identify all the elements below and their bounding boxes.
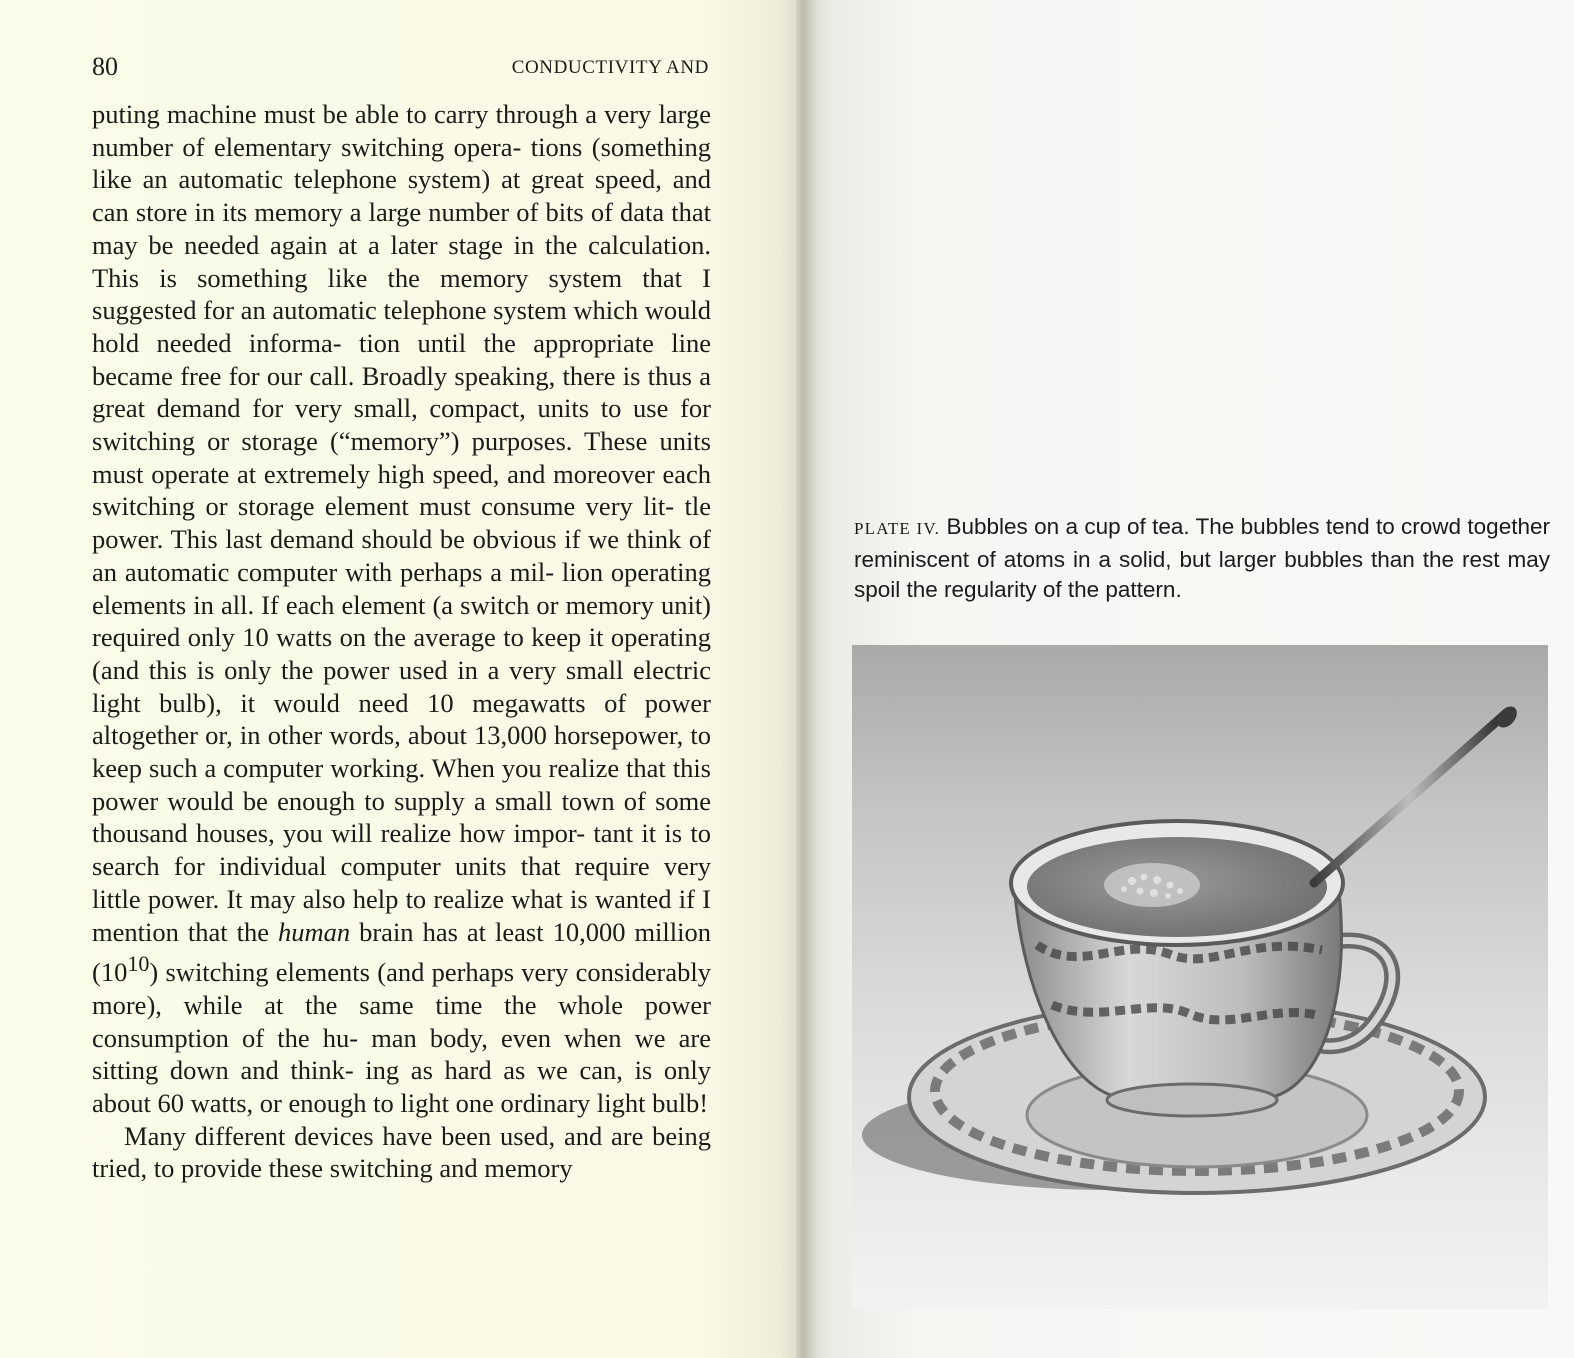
text-line: lion operating elements in all. If each element (a (92, 556, 711, 620)
inline-line: what is wanted if I mention that the human brain (92, 883, 711, 947)
text-line: the average to keep it operating (and this is only the (92, 622, 711, 685)
page-number: 80 (92, 52, 118, 81)
paragraph-1 (92, 98, 711, 1120)
text-line: operate at extremely high speed, and moreover each (151, 458, 711, 489)
text-line: power would be enough to supply a small town of (92, 785, 656, 816)
text-line: a later stage in the calculation. This is something like (92, 229, 711, 293)
text-line: switch or memory unit) required only 10 watts on (92, 589, 712, 653)
text-line: number of bits of data that may be needed again at (92, 197, 711, 260)
text-line: switching or storage element must consume very lit- (92, 491, 685, 522)
text-line: Many different devices have been used, and are (124, 1120, 653, 1151)
text-line: telephone system which would hold needed informa- (92, 295, 711, 358)
paragraph-1-lines-a (92, 99, 711, 914)
text-line: same time the whole power consumption of the hu- (92, 989, 711, 1053)
italic-word: human (277, 916, 351, 947)
text-line: power used in a very small electric light bulb), it (92, 654, 711, 718)
text-line: at great speed, and can store in its memory a large (92, 164, 711, 228)
text-line: man body, even when we are sitting down and think- (92, 1022, 712, 1086)
text-line: tant it is to search for individual computer units that (92, 818, 711, 882)
text-line: some thousand houses, you will realize how impor- (92, 785, 711, 849)
text-line: puting machine must be able to carry through a (92, 99, 605, 129)
text-line: call. Broadly speaking, there is thus a great demand (92, 360, 711, 424)
text-line: being tried, to provide these switching and memory (92, 1120, 711, 1184)
inline-line: has at least 10,000 million $(10^{10})$ switching elements (92, 916, 712, 988)
paragraph-2 (92, 1120, 711, 1185)
text-line: tle power. This last demand should be obvious if we (92, 491, 711, 555)
text-line: the memory system that I suggested for an automatic (92, 262, 711, 326)
text-line: other words, about 13,000 horsepower, to keep such (92, 720, 712, 784)
text-line: tion until the appropriate line became free for our (92, 327, 711, 391)
teacup-illustration (852, 645, 1548, 1309)
plate-label: PLATE IV. (854, 519, 941, 538)
running-head: CONDUCTIVITY AND (511, 57, 709, 78)
text-line: think of an automatic computer with perhaps a mil- (92, 524, 711, 587)
text-line: a computer working. When you realize that this (204, 753, 711, 784)
plate-caption (854, 512, 1550, 606)
text-line: very large number of elementary switching opera- (92, 99, 711, 162)
paragraph-2-lines (92, 1121, 711, 1184)
bubble-cluster (1104, 863, 1200, 907)
text-line: require very little power. It may also help to realize (92, 851, 711, 914)
body-text (92, 98, 711, 1185)
text-line: (and perhaps very considerably more), while at the (92, 957, 712, 1020)
teacup-photo (852, 645, 1548, 1309)
text-line: would need 10 megawatts of power altogether or, in (92, 687, 712, 751)
text-line: or storage (“memory”) purposes. These units must (92, 426, 711, 489)
text-line: tions (something like an automatic telephone system) (92, 131, 711, 195)
superscript: 10 (127, 951, 150, 977)
cup-foot (1107, 1084, 1277, 1116)
text-line: enough to light one ordinary light bulb! (288, 1087, 709, 1118)
spoon-handle (1314, 715, 1504, 883)
caption-text: Bubbles on a cup of tea. The bubbles tend to crowd together reminiscent of atoms in a solid, but larger bubbles than the rest may spoil the regularity of the pattern. (854, 514, 1550, 602)
text-line: ing as hard as we can, is only about 60 watts, or (92, 1055, 711, 1118)
text-line: for very small, compact, units to use for switching (92, 393, 711, 457)
